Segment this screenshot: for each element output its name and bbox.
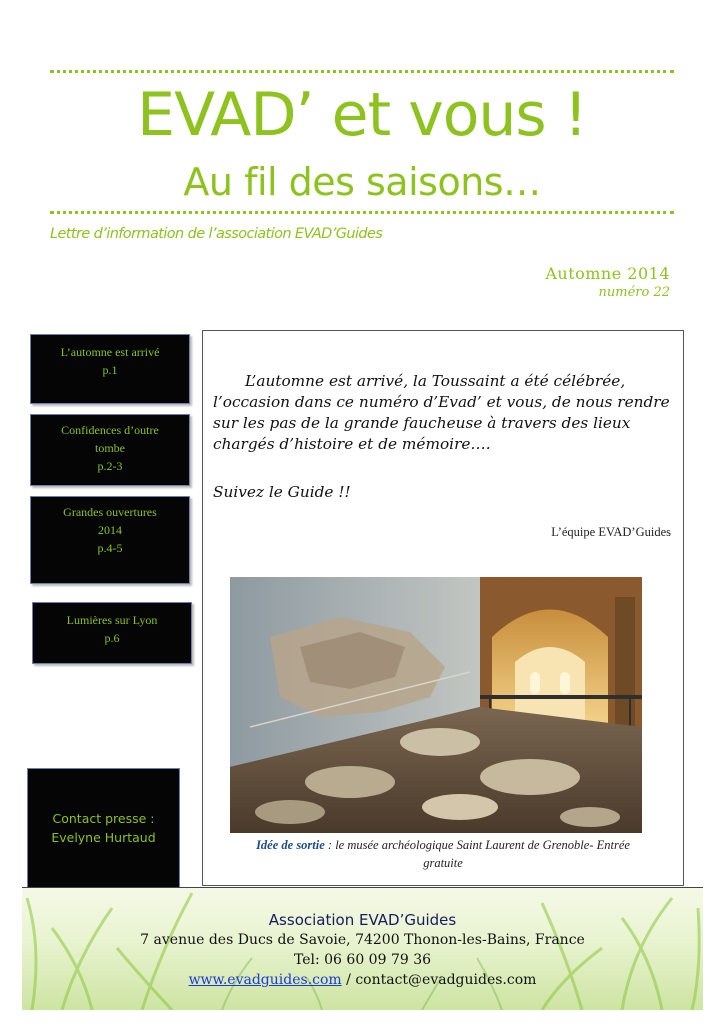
association-name: Association EVAD’Guides [268, 911, 457, 929]
newsletter-subtitle: Au fil des saisons… [183, 160, 541, 204]
press-contact-box [27, 768, 180, 890]
editorial-paragraph: L’automne est arrivé, la Toussaint a été célébrée, l’occasion dans ce numéro d’Evad’ et vous, de nous rendre sur les pas de la grande faucheuse à travers des lieux chargés d’histoire et de mémoire…. [213, 372, 670, 453]
toc-item-automne[interactable] [30, 334, 190, 404]
toc-item-title: L’automne est arrivé [60, 345, 160, 359]
issue-number: numéro 22 [598, 285, 670, 300]
caption-text: : le musée archéologique Saint Laurent de Grenoble- Entrée gratuite [324, 838, 630, 870]
museum-photo [230, 577, 642, 833]
bottom-dotted-rule [50, 211, 674, 214]
caption-label: Idée de sortie [256, 838, 325, 852]
association-web-email [22, 970, 703, 990]
toc-item-page: p.4-5 [97, 541, 123, 555]
footer [22, 888, 703, 1010]
email-address[interactable]: contact@evadguides.com [355, 972, 537, 988]
newsletter-tagline: Lettre d’information de l’association EVAD’Guides [50, 226, 383, 242]
editorial-text [213, 371, 673, 455]
toc-item-page: p.6 [104, 631, 120, 645]
link-separator: / [341, 972, 356, 988]
top-dotted-rule [50, 70, 674, 73]
editorial-signature: L’équipe EVAD’Guides [551, 525, 671, 539]
museum-photo-illustration [230, 577, 642, 833]
website-link[interactable]: www.evadguides.com [188, 972, 342, 988]
toc-item-page: p.1 [102, 363, 118, 377]
toc-item-ouvertures[interactable] [30, 496, 190, 584]
toc-item-confidences[interactable] [30, 414, 190, 486]
press-contact-name: Evelyne Hurtaud [51, 830, 156, 845]
toc-item-title: Lumières sur Lyon [66, 613, 158, 627]
press-contact-label: Contact presse : [52, 811, 155, 826]
issue-info [545, 264, 670, 300]
footer-contact [22, 910, 703, 990]
call-to-action: Suivez le Guide !! [213, 483, 351, 501]
toc-item-lyon[interactable] [32, 602, 192, 664]
toc-item-title: Grandes ouvertures 2014 [63, 505, 157, 537]
editorial-box [202, 330, 684, 886]
association-address: 7 avenue des Ducs de Savoie, 74200 Thonon-les-Bains, France [140, 932, 585, 948]
photo-caption [243, 836, 643, 872]
newsletter-title: EVAD’ et vous ! [137, 80, 587, 150]
toc-item-page: p.2-3 [97, 459, 123, 473]
association-phone: Tel: 06 60 09 79 36 [293, 952, 432, 968]
toc-item-title: Confidences d’outre tombe [61, 423, 159, 455]
season-label: Automne 2014 [545, 264, 670, 283]
